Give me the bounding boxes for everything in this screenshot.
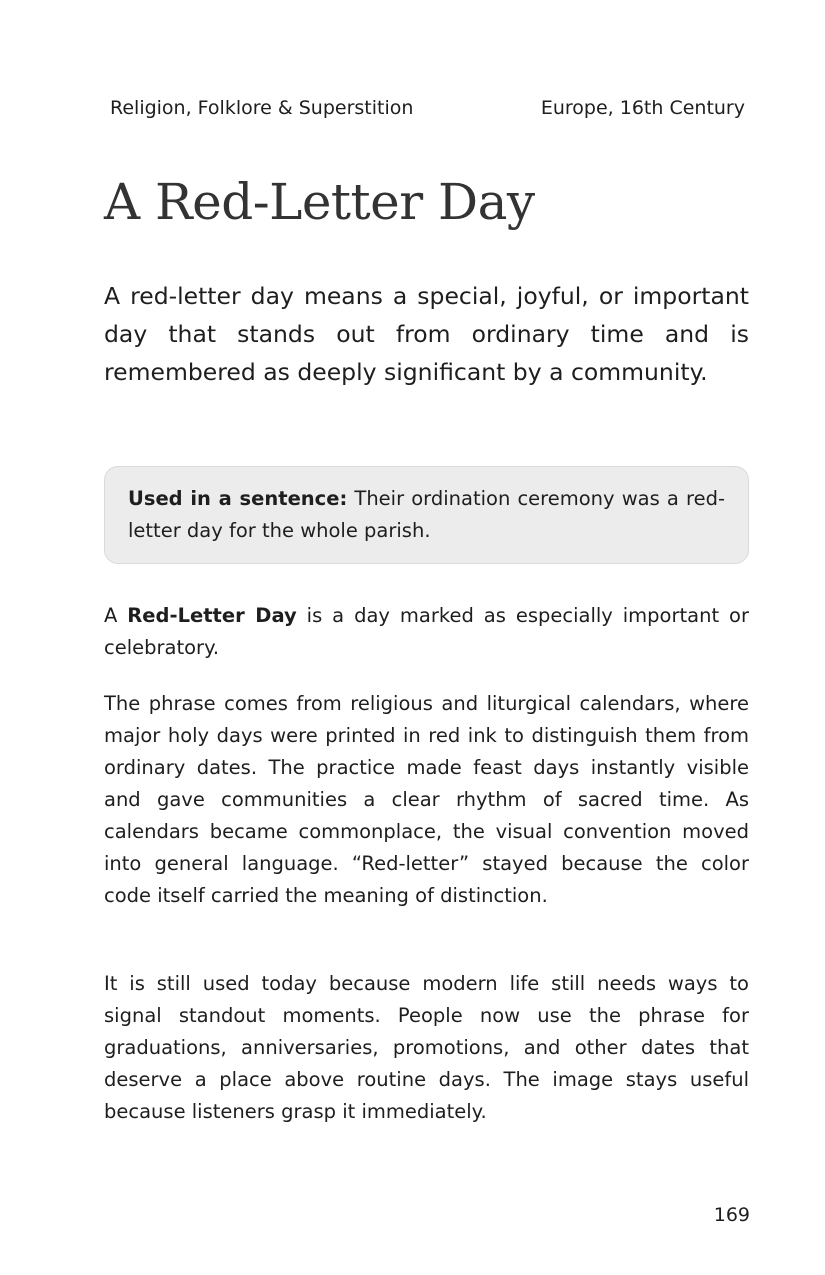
summary-rest: is a day marked as especially important or celebratory.: [104, 604, 749, 659]
definition-text: A red-letter day means a special, joyful, or important day that stands out from ordinary time and is remembered as deeply significant by a community.: [104, 282, 749, 386]
section-category: Religion, Folklore & Superstition: [110, 97, 414, 119]
page-number: 169: [713, 1204, 750, 1226]
example-label: Used in a sentence:: [128, 487, 348, 510]
page-title: A Red-Letter Day: [104, 173, 535, 231]
modern-usage-paragraph: It is still used today because modern life still needs ways to signal standout moments. People now use the phrase for graduations, anniversaries, promotions, and other dates that deserve a place above routine days. The image stays useful because listeners grasp it immediately.: [104, 972, 749, 1123]
summary-prefix: A: [104, 604, 128, 627]
example-text: Their ordination ceremony was a red-letter day for the whole parish.: [128, 487, 725, 542]
example-sentence: [128, 483, 725, 547]
summary-term: Red-Letter Day: [127, 604, 297, 627]
origin-paragraph: The phrase comes from religious and liturgical calendars, where major holy days were printed in red ink to distinguish them from ordinary dates. The practice made feast days instantly visible and gave communities a clear rhythm of sacred time. As calendars became commonplace, the visual convention moved into general language. “Red-letter” stayed because the color code itself carried the meaning of distinction.: [104, 692, 749, 907]
example-sentence-box: [104, 466, 749, 564]
summary-paragraph: [104, 600, 749, 664]
running-header: [110, 97, 745, 123]
section-era: Europe, 16th Century: [540, 97, 745, 119]
